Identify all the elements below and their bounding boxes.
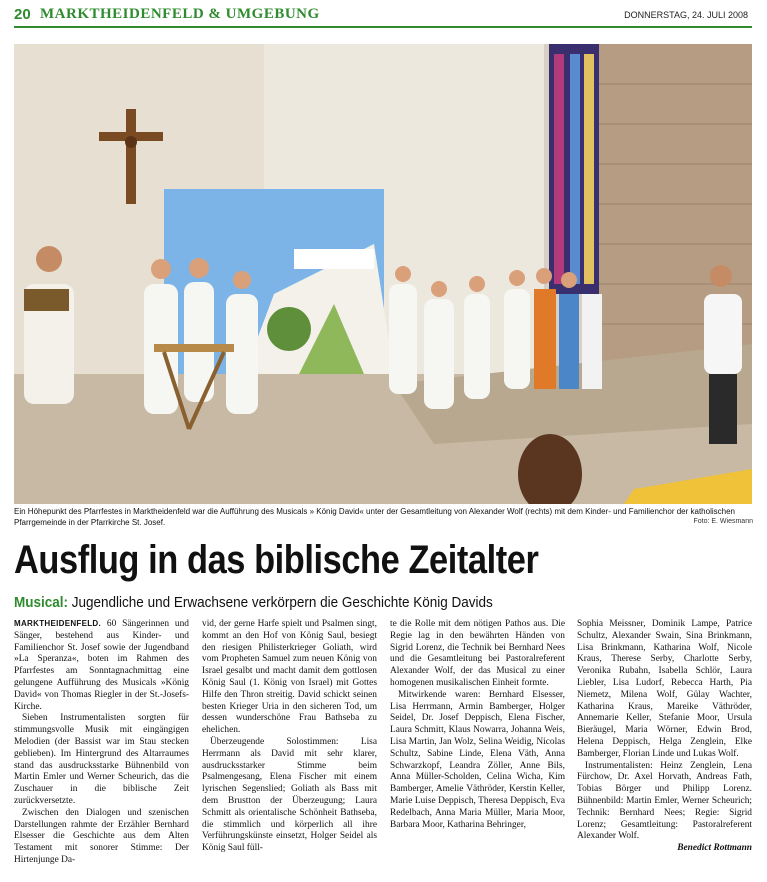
subheadline-label: Musical: [14, 594, 69, 611]
header-rule [14, 26, 752, 28]
article-subheadline [14, 594, 493, 611]
issue-date: DONNERSTAG, 24. JULI 2008 [624, 10, 748, 20]
body-paragraph: Instrumentalisten: Heinz Zenglein, Lena Fürchow, Dr. Axel Horvath, Andreas Fath, Tobias Börger und Philipp Lorenz. Bühnenbild: Martin Emler, Werner Scheurich; Technik: Bernhard Nees; Regie: Sigrid Lorenz; Gesamtleitung: Pastoralreferent Alexander Wolf. [577, 760, 752, 842]
section-title: MARKTHEIDENFELD & UMGEBUNG [40, 6, 320, 22]
body-paragraph: Mitwirkende waren: Bernhard Elsesser, Lisa Herrmann, Armin Bamberger, Holger Seidel, Dr. Josef Deppisch, Elena Fischer, Laura Schmitt, Klaus Nowarra, Johanna Weis, Lisa Martin, Jan Wolz, Selina Weidig, Nicolas Schultz, Sabine Linde, Elena Väth, Anna Schwarzkopf, Leandra Zöller, Anne Bils, Anna Müller-Scholden, Celina Wicha, Kim Bamberger, Amelie Väthröder, Kerstin Keller, Marie Luise Deppisch, Theresa Deppisch, Eva Redelbach, Anna Maria Müller, Maria Moor, Barbara Moor, Katharina Behringer, [390, 689, 565, 830]
body-column-4 [577, 619, 752, 855]
body-paragraph: Sophia Meissner, Dominik Lampe, Patrice Schultz, Alexander Swain, Sina Brinkmann, Lisa Brinkmann, Katharina Wolf, Nicole Kraus, Therese Serby, Charlotte Serby, Veronika Rubahn, Isabella Schlör, Laura Liebler, Lisa Ludorf, Rebecca Harth, Pia Niemetz, Milena Wolf, Gülay Wachter, Katharina Kraus, Mareike Väthröder, Annemarie Keller, Stefanie Moor, Ursula Bieräugel, Maria Wörner, Edwin Brod, Helena Deppisch, Helga Zenglein, Elke Bamberger, Florian Linde und Lukas Wolf. [577, 619, 752, 759]
article-byline: Benedict Rottmann [677, 843, 752, 854]
body-paragraph: Sieben Instrumentalisten sorgten für stimmungsvolle Musik mit eingängigen Melodien (der Bassist war im Stau stecken geblieben). Im Hintergrund des Altarraumes stand das ausdrucksstarke Bühnenbild von Martin Emler und Werner Scheurich, das die Zuschauer in die biblische Zeit zurückversetzte. [14, 713, 189, 806]
photo-caption: Ein Höhepunkt des Pfarrfestes in Marktheidenfeld war die Aufführung des Musicals » König David« unter der Gesamtleitung von Alexander Wolf (rechts) mit dem Kinder- und Familienchor der katholischen Pfarrgemeinde in der Pfarrkirche St. Josef. [14, 507, 735, 527]
body-paragraph: MARKTHEIDENFELD. 60 Sängerinnen und Sänger, bestehend aus Kinder- und Familienchor St. Josef sowie der Jugendband »La Speranza«, boten im Rahmen des Pfarrfestes am Sonntagnachmittag eine gelungene Aufführung des Musicals »König David« von Thomas Riegler in der St.-Josefs-Kirche. [14, 619, 189, 712]
body-column-3 [390, 619, 565, 831]
page-number: 20 [14, 6, 31, 23]
body-paragraph: vid, der gerne Harfe spielt und Psalmen singt, kommt an den Hof von König Saul, besiegt den riesigen Philisterkrieger Goliath, wird vom Propheten Samuel zum neuen König von Israel gesalbt und macht damit dem gottlosen König Saul (1. König von Israel) mit Gottes Hilfe den Thron streitig. David schickt seinen besten Krieger Uria in den sicheren Tod, um dessen wunderschöne Frau Bathseba zu ehelichen. [202, 619, 377, 736]
photo-credit: Foto: E. Wiesmann [693, 518, 753, 525]
body-column-2 [202, 619, 377, 855]
body-paragraph: te die Rolle mit dem nötigen Pathos aus. Die Regie lag in den bewährten Händen von Sigrid Lorenz, die Technik bei Bernhard Nees und die Gesamtleitung bei Pastoralreferent Alexander Wolf, der das Musical zu einer homogenen musikalischen Einheit formte. [390, 619, 565, 688]
body-paragraph: Überzeugende Solostimmen: Lisa Herrmann als David mit sehr klarer, ausdrucksstarker Stimme beim Psalmengesang, Elena Fischer mit einem lyrischen Segenslied; Goliath als Bass mit dem Brustton der Überzeugung; Laura Schmitt als orientalische Schönheit Bathseba, die stimmlich und körperlich all ihre Verführungskünste einsetzt, Holger Seidel als König Saul füll- [202, 736, 377, 854]
article-dateline: MARKTHEIDENFELD. [14, 619, 102, 628]
article-headline: Ausflug in das biblische Zeitalter [14, 538, 539, 582]
body-paragraph: Zwischen den Dialogen und szenischen Darstellungen rahmte der Erzähler Bernhard Elsesser die Geschichte aus dem Alten Testament mit sonorer Stimme: Der Hirtenjunge Da- [14, 807, 189, 865]
subheadline-text: Jugendliche und Erwachsene verkörpern die Geschichte König Davids [68, 594, 493, 611]
church-musical-photo [14, 44, 752, 504]
body-column-1 [14, 619, 189, 867]
photo-illustration [14, 44, 752, 504]
page-header [14, 4, 754, 26]
